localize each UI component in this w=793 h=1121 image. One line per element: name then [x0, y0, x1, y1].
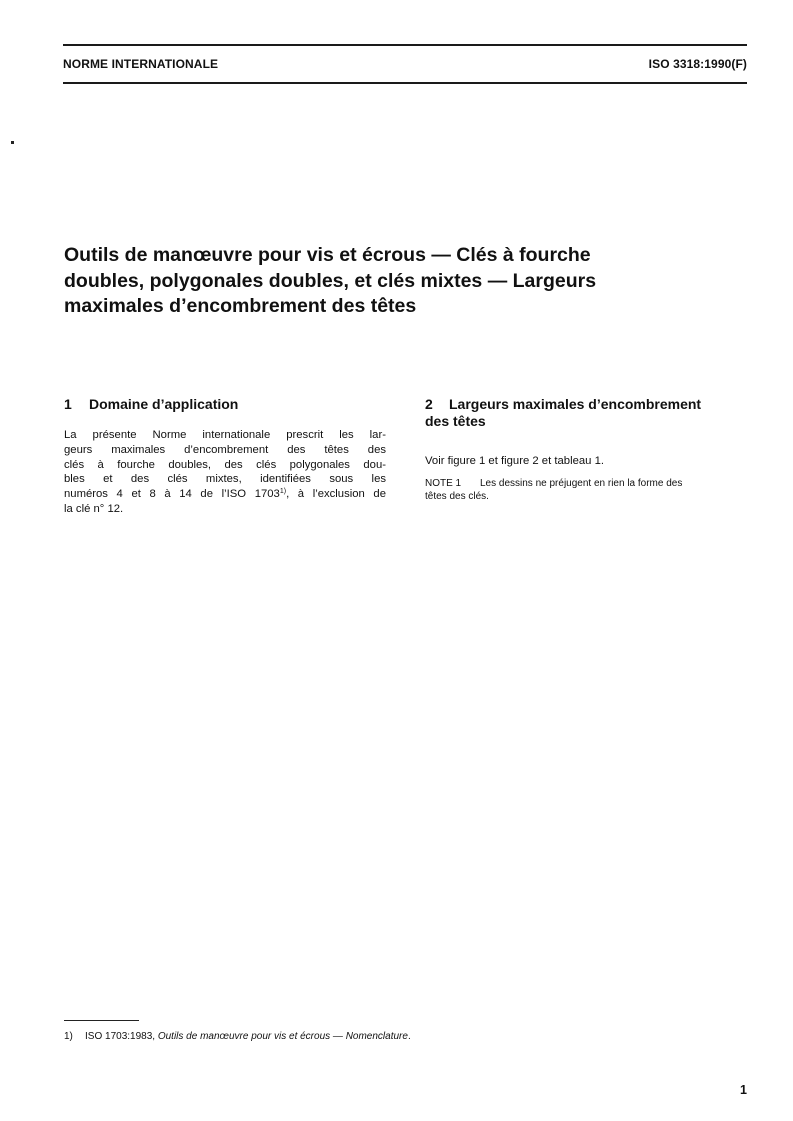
- footnote-1: [64, 1031, 411, 1043]
- body-line: la clé n° 12.: [64, 502, 124, 515]
- footnote-separator: [64, 1020, 139, 1021]
- header-bottom-rule: [63, 82, 747, 84]
- page-number: 1: [740, 1083, 747, 1097]
- document-type-label: NORME INTERNATIONALE: [63, 57, 219, 71]
- section-heading-text: Largeurs maximales d’encombrement: [449, 396, 702, 412]
- title-line: maximales d’encombrement des têtes: [64, 295, 417, 317]
- body-line-text: numéros 4 et 8 à 14 de l’ISO 1703: [64, 488, 280, 501]
- standard-reference: ISO 3318:1990(F): [648, 57, 747, 71]
- title-line: doubles, polygonales doubles, et clés mixtes — Largeurs: [64, 269, 597, 292]
- note-1: [425, 478, 747, 503]
- body-line: [64, 487, 386, 502]
- section-1-body: [64, 428, 386, 517]
- section-number: 2: [425, 396, 433, 412]
- scan-artifact-dot: [11, 141, 14, 144]
- footnote-title: Outils de manœuvre pour vis et écrous — Nomenclature: [157, 1031, 408, 1042]
- section-heading-text: des têtes: [425, 413, 486, 429]
- footnote-mark: 1): [64, 1031, 73, 1042]
- body-line-text: , à l’exclusion de: [286, 488, 386, 501]
- note-label: NOTE 1: [425, 478, 462, 489]
- section-1-heading: [64, 396, 386, 413]
- body-line: geurs maximales d’encombrement des têtes des: [64, 443, 386, 456]
- body-line: clés à fourche doubles, des clés polygonales dou-: [64, 458, 386, 471]
- section-2-column: [425, 396, 747, 503]
- section-heading-text: Domaine d’application: [89, 396, 239, 412]
- footnote-end: .: [407, 1031, 411, 1042]
- section-1-column: [64, 396, 386, 517]
- note-text: Les dessins ne préjugent en rien la forme des: [480, 478, 683, 489]
- body-line: bles et des clés mixtes, identifiées sous les: [64, 473, 386, 486]
- body-line: La présente Norme internationale prescrit les lar-: [64, 429, 386, 441]
- footnote-reference[interactable]: 1): [279, 488, 287, 496]
- footnote-reference-text: ISO 1703:1983,: [85, 1031, 158, 1042]
- document-title: [64, 243, 684, 320]
- note-text: têtes des clés.: [425, 490, 489, 502]
- section-2-body: Voir figure 1 et figure 2 et tableau 1.: [425, 455, 604, 467]
- section-number: 1: [64, 396, 72, 412]
- header-top-rule: [63, 44, 747, 46]
- section-2-heading: [425, 396, 747, 430]
- title-line: Outils de manœuvre pour vis et écrous — Clés à fourche: [64, 244, 591, 266]
